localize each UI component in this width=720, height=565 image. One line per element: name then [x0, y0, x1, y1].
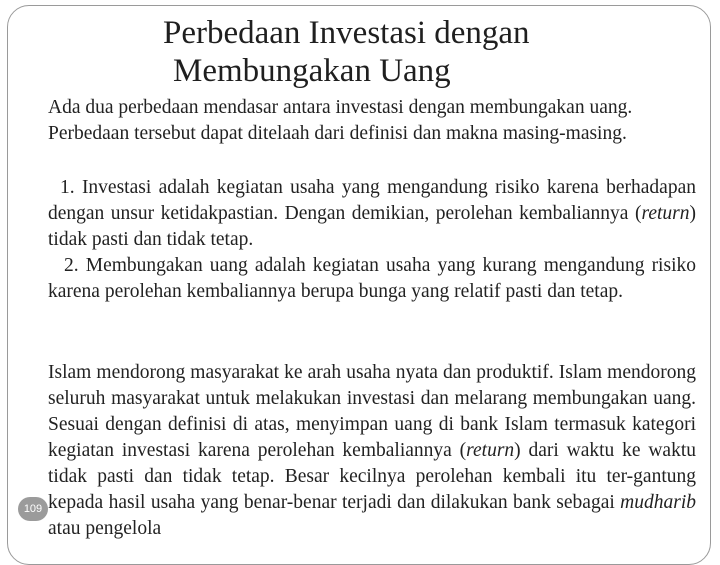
point-2: 2. Membungakan uang adalah kegiatan usaha yang kurang mengandung risiko karena perolehan kembaliannya berupa bunga yang relatif pasti dan tetap. [48, 255, 696, 302]
body-text-1: Islam mendorong masyarakat ke arah usaha nyata dan produktif. Islam mendorong seluruh masyarakat untuk melakukan investasi dan melarang membungakan uang. Sesuai dengan definisi di atas, menyimpan uang di bank Islam termasuk kategori kegiatan investasi karena perolehan kembaliannya ( [48, 362, 696, 461]
body-text-2: ) dari waktu ke waktu tidak pasti dan tidak tetap. Besar kecilnya perolehan kembali itu ter-gantung kepada hasil usaha yang benar-benar terjadi dan dilakukan bank sebagai [48, 440, 697, 513]
body-text-3: atau pengelola [48, 518, 162, 539]
title-line-2: Membungakan Uang [173, 53, 451, 89]
point-1-text-b: ) tidak pasti dan tidak tetap. [48, 203, 696, 250]
body-italic-mudharib: mudharib [620, 492, 696, 513]
point-1 [48, 175, 696, 253]
point-1-text-a: 1. Investasi adalah kegiatan usaha yang mengandung risiko karena berhadapan dengan unsur ketidakpastian. Dengan demikian, perolehan kembaliannya ( [48, 177, 696, 224]
intro-paragraph: Ada dua perbedaan mendasar antara investasi dengan membungakan uang. Perbedaan tersebut dapat ditelaah dari definisi dan makna masing-masing. [48, 97, 633, 144]
slide-title [0, 14, 720, 90]
point-1-italic-term: return [641, 203, 690, 224]
page-number-badge: 109 [18, 497, 48, 521]
body-italic-return: return [466, 440, 515, 461]
points-list [48, 175, 696, 305]
title-line-1: Perbedaan Investasi dengan [163, 15, 530, 51]
body-paragraph [48, 360, 696, 542]
